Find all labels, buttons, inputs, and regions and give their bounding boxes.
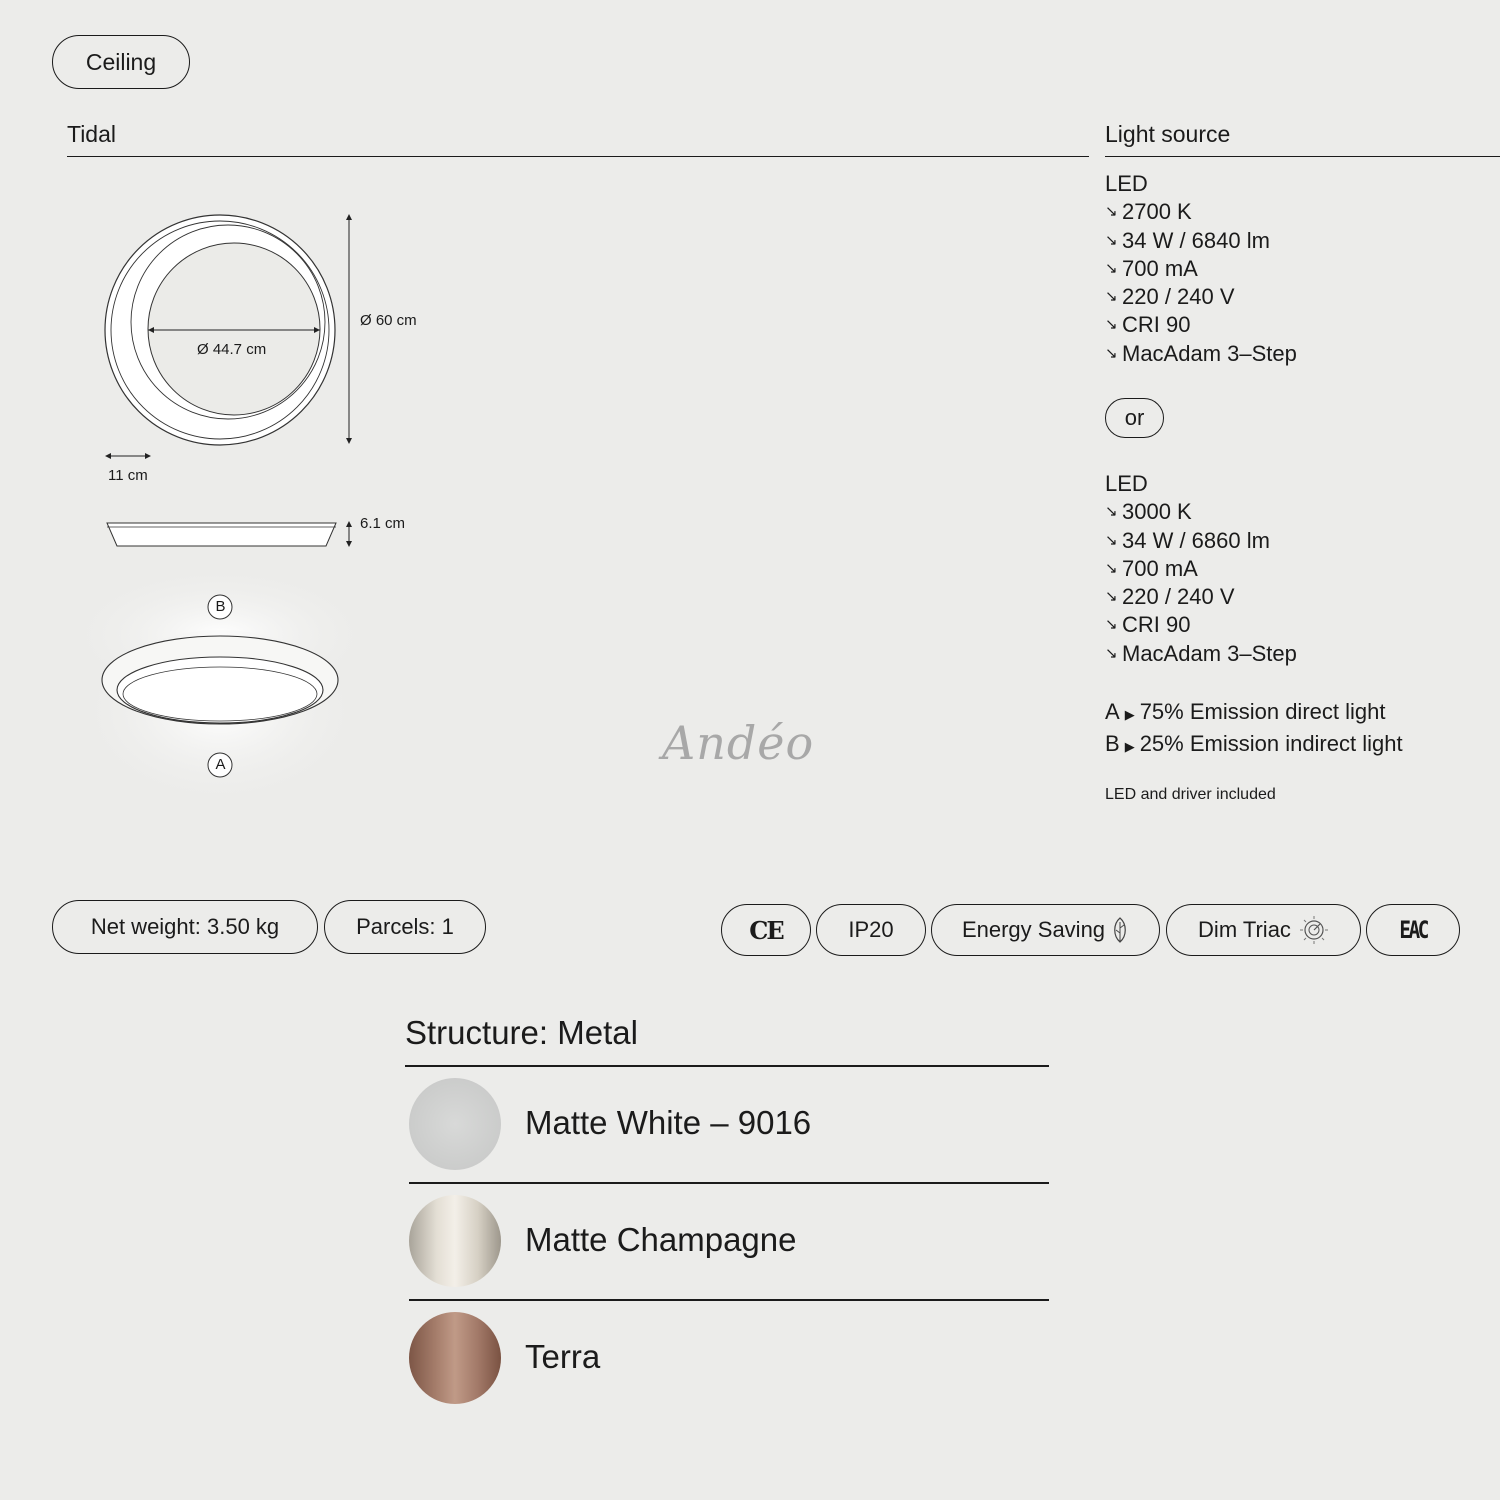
energy-saving-badge — [931, 904, 1160, 956]
finish-option — [409, 1066, 1049, 1183]
spec-value: 34 W / 6840 lm — [1122, 227, 1270, 253]
option-1-type: LED — [1105, 171, 1148, 196]
light-option-1 — [1105, 170, 1297, 368]
ce-badge — [721, 904, 811, 956]
arrow-down-right-icon: ↘ — [1105, 616, 1118, 634]
eac-badge — [1366, 904, 1460, 956]
spec-row — [1105, 527, 1297, 555]
arrow-down-right-icon: ↘ — [1105, 288, 1118, 306]
spec-value: MacAdam 3–Step — [1122, 640, 1297, 666]
triangle-right-icon: ▶ — [1124, 738, 1135, 754]
spec-value: 34 W / 6860 lm — [1122, 527, 1270, 553]
height-label: 6.1 cm — [360, 515, 406, 532]
arrow-down-right-icon: ↘ — [1105, 531, 1118, 549]
structure-heading: Structure: Metal — [405, 1014, 638, 1051]
spec-value: 2700 K — [1122, 199, 1192, 225]
emission-b-letter: B — [1105, 730, 1120, 756]
emission-b-text: 25% Emission indirect light — [1139, 730, 1403, 756]
inner-diameter-label: Ø 44.7 cm — [197, 341, 267, 358]
swatch-terra — [409, 1312, 501, 1404]
outer-diameter-label: Ø 60 cm — [360, 312, 417, 329]
label-b: B — [215, 598, 226, 615]
arrow-down-right-icon: ↘ — [1105, 259, 1118, 277]
product-rule — [67, 156, 1089, 157]
dim-triac-badge — [1166, 904, 1361, 956]
spec-row — [1105, 198, 1297, 226]
dimmer-icon — [1299, 915, 1329, 945]
arrow-down-right-icon: ↘ — [1105, 503, 1118, 521]
net-weight-badge: Net weight: 3.50 kg — [52, 900, 318, 954]
category-tag: Ceiling — [52, 35, 190, 89]
finish-label: Terra — [525, 1338, 601, 1375]
spec-row — [1105, 498, 1297, 526]
spec-value: 3000 K — [1122, 499, 1192, 525]
spec-value: 220 / 240 V — [1122, 284, 1235, 310]
watermark: Andéo — [662, 716, 815, 770]
spec-row — [1105, 583, 1297, 611]
spec-row — [1105, 283, 1297, 311]
option-2-type: LED — [1105, 471, 1148, 496]
rim-width-label: 11 cm — [108, 467, 148, 484]
swatch-matte-white — [409, 1078, 501, 1170]
arrow-down-right-icon: ↘ — [1105, 203, 1118, 221]
light-source-rule — [1105, 156, 1500, 157]
emission-a — [1105, 698, 1403, 730]
finish-label: Matte White – 9016 — [525, 1104, 812, 1141]
light-source-heading: Light source — [1105, 121, 1231, 147]
side-profile-shape — [107, 523, 336, 546]
finish-label: Matte Champagne — [525, 1221, 797, 1258]
light-option-2 — [1105, 470, 1297, 668]
spec-row — [1105, 227, 1297, 255]
or-separator: or — [1105, 398, 1164, 438]
spec-value: MacAdam 3–Step — [1122, 340, 1297, 366]
finish-option — [409, 1183, 1049, 1300]
spec-value: 220 / 240 V — [1122, 584, 1235, 610]
spec-row — [1105, 255, 1297, 283]
spec-row — [1105, 640, 1297, 668]
eac-mark-icon: EAC — [1399, 916, 1427, 944]
product-name: Tidal — [67, 121, 116, 147]
spec-value: 700 mA — [1122, 255, 1198, 281]
inner-circle-shape — [148, 243, 320, 415]
spec-value: CRI 90 — [1122, 312, 1191, 338]
ce-mark-icon: CE — [749, 915, 783, 945]
technical-drawing — [50, 200, 470, 820]
arrow-down-right-icon: ↘ — [1105, 316, 1118, 334]
triangle-right-icon: ▶ — [1124, 707, 1135, 722]
label-a: A — [215, 756, 226, 773]
spec-value: 700 mA — [1122, 555, 1198, 581]
dim-triac-label: Dim Triac — [1198, 917, 1291, 942]
energy-saving-label: Energy Saving — [961, 917, 1106, 942]
arrow-down-right-icon: ↘ — [1105, 231, 1118, 249]
spec-row — [1105, 611, 1297, 639]
ip-rating-badge: IP20 — [816, 904, 926, 956]
arrow-down-right-icon: ↘ — [1105, 588, 1118, 606]
emission-b — [1105, 730, 1403, 762]
arrow-down-right-icon: ↘ — [1105, 559, 1118, 577]
spec-row — [1105, 340, 1297, 368]
parcels-badge: Parcels: 1 — [324, 900, 486, 954]
finish-option — [409, 1300, 1049, 1417]
emission-a-text: 75% Emission direct light — [1139, 699, 1386, 724]
emission-a-letter: A — [1105, 699, 1120, 724]
spec-row — [1105, 555, 1297, 583]
leaf-icon — [1111, 916, 1129, 944]
driver-note: LED and driver included — [1105, 786, 1276, 803]
swatch-matte-champagne — [409, 1195, 501, 1287]
emission-info — [1105, 698, 1403, 761]
spec-row — [1105, 311, 1297, 339]
arrow-down-right-icon: ↘ — [1105, 644, 1118, 662]
spec-value: CRI 90 — [1122, 612, 1191, 638]
arrow-down-right-icon: ↘ — [1105, 344, 1118, 362]
